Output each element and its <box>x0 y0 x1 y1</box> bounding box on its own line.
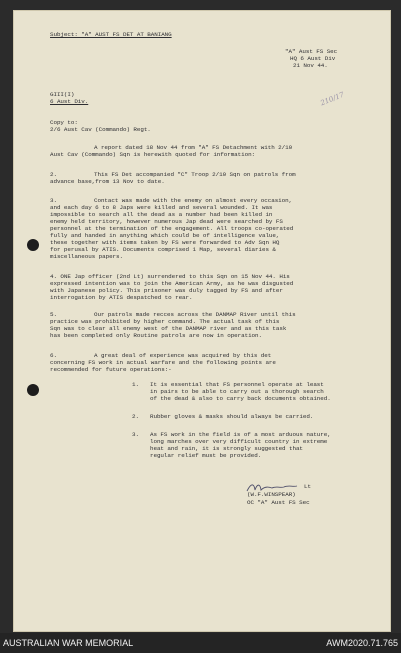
rec-3-line: heat and rain, it is strongly suggested that <box>150 445 303 452</box>
para-6-line: concerning FS work in actual warfare and the following points are <box>50 359 276 366</box>
para-5-line: Our patrols made recces across the DANMAP River until this <box>94 311 296 318</box>
para-4-line: interrogation by ATIS despatched to rear. <box>50 294 193 301</box>
para-3-line: and each day 6 to 8 Japs were killed and several wounded. It was <box>50 204 273 211</box>
para-3-number: 3. <box>50 197 57 204</box>
footer-source: AUSTRALIAN WAR MEMORIAL <box>3 638 134 648</box>
rec-3-number: 3. <box>132 431 139 438</box>
rec-1-line: of the dead & also to carry back documents obtained. <box>150 395 331 402</box>
para-3-line: enemy held territory, however numerous Jap dead were searched by FS <box>50 218 283 225</box>
rec-3-line: As FS work in the field is of a most arduous nature, <box>150 431 331 438</box>
para-2-line: This FS Det accompanied "C" Troop 2/10 Sqn on patrols from <box>94 171 296 178</box>
from-line-1: "A" Aust FS Sec <box>285 48 338 55</box>
to-line-2: 6 Aust Div. <box>50 98 89 105</box>
para-6-line: recommended for future operations:- <box>50 366 172 373</box>
para-2-number: 2. <box>50 171 57 178</box>
para-5-line: Sqn was to clear all enemy west of the DANMAP river and as this task <box>50 325 287 332</box>
para-2-line: advance base,from 13 Nov to date. <box>50 178 165 185</box>
para-6-line: A great deal of experience was acquired by this det <box>94 352 272 359</box>
para-4-line: expressed intention was to join the American Army, as he was disgusted <box>50 280 294 287</box>
para-4-line: with Japanese policy. This prisoner was duly tagged by FS and after <box>50 287 283 294</box>
subject-line: Subject: "A" AUST FS DET AT BANIANG <box>50 31 172 38</box>
signature-name: (W.F.WINSPEAR) <box>247 491 296 498</box>
para-4-line: 4. ONE Jap officer (2nd Lt) surrendered to this Sqn on 15 Nov 44. His <box>50 273 290 280</box>
signature-rank: Lt <box>304 483 311 490</box>
para-6-number: 6. <box>50 352 57 359</box>
handwritten-reference: 210/17 <box>319 90 346 108</box>
signature-title: OC "A" Aust FS Sec <box>247 499 310 506</box>
rec-1-line: in pairs to be able to carry out a thorough search <box>150 388 324 395</box>
punch-hole <box>27 239 39 251</box>
para-5-number: 5. <box>50 311 57 318</box>
rec-3-line: regular relief must be provided. <box>150 452 262 459</box>
intro-line-2: Aust Cav (Commando) Sqn is herewith quoted for information: <box>50 151 256 158</box>
copy-to-label: Copy to: <box>50 119 78 126</box>
para-3-line: these together with items taken by FS were forwarded to Adv Sqn HQ <box>50 239 280 246</box>
to-line-1: GIII(I) <box>50 91 75 98</box>
copy-to-recipient: 2/6 Aust Cav (Commando) Regt. <box>50 126 151 133</box>
rec-3-line: long marches over very difficult country in extreme <box>150 438 328 445</box>
footer-accession-number: AWM2020.71.765 <box>326 638 398 648</box>
from-line-2: HQ 6 Aust Div <box>290 55 336 62</box>
para-3-line: personnel at the termination of the engagement. All troops co-operated <box>50 225 294 232</box>
para-3-line: fully and handed in anything which could be of intelligence value, <box>50 232 280 239</box>
document-page <box>13 10 391 632</box>
para-3-line: miscellaneous papers. <box>50 253 123 260</box>
punch-hole <box>27 384 39 396</box>
para-3-line: for perusal by ATIS. Documents comprised 1 Map, several diaries & <box>50 246 276 253</box>
para-3-line: Contact was made with the enemy on almost every occasion, <box>94 197 293 204</box>
rec-2-line: Rubber gloves & masks should always be carried. <box>150 413 314 420</box>
rec-2-number: 2. <box>132 413 139 420</box>
from-line-3: 21 Nov 44. <box>293 62 328 69</box>
para-3-line: impossible to search all the dead as a number had been killed in <box>50 211 273 218</box>
intro-line-1: A report dated 18 Nov 44 from "A" FS Detachment with 2/10 <box>94 144 293 151</box>
rec-1-number: 1. <box>132 381 139 388</box>
para-5-line: has been completed only Routine patrols are now in operation. <box>50 332 262 339</box>
archive-footer <box>0 633 401 653</box>
para-5-line: practice was prohibited by higher command. The actual task of this <box>50 318 280 325</box>
rec-1-line: It is essential that FS personnel operate at least <box>150 381 324 388</box>
